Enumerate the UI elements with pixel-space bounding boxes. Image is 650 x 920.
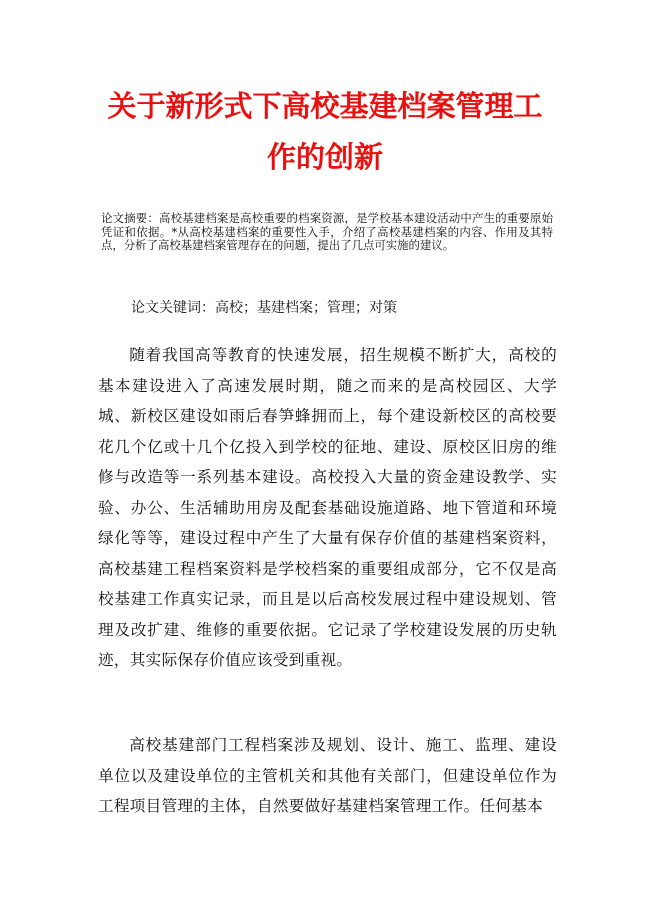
keywords-line: 论文关键词：高校；基建档案；管理；对策 xyxy=(131,300,397,316)
title-line-2: 作的创新 xyxy=(266,140,383,174)
body-paragraph-2: 高校基建部门工程档案涉及规划、设计、施工、监理、建设单位以及建设单位的主管机关和其他有关部门，但建设单位作为工程项目管理的主体，自然要做好基建档案管理工作。任何基本 xyxy=(98,736,557,815)
title-line-1: 关于新形式下高校基建档案管理工 xyxy=(107,89,543,123)
body-paragraph-1: 随着我国高等教育的快速发展，招生规模不断扩大，高校的基本建设进入了高速发展时期，随之而来的是高校园区、大学城、新校区建设如雨后春笋蜂拥而上，每个建设新校区的高校要花几个亿或十几个亿投入到学校的征地、建设、原校区旧房的维修与改造等一系列基本建设。高校投入大量的资金建设教学、实验、办公、生活辅助用房及配套基础设施道路、地下管道和环境绿化等等，建设过程中产生了大量有保存价值的基建档案资料，高校基建工程档案资料是学校档案的重要组成部分，它不仅是高校基建工作真实记录，而且是以后高校发展过程中建设规划、管理及改扩建、维修的重要依据。它记录了学校建设发展的历史轨迹，其实际保存价值应该受到重视。 xyxy=(98,346,557,669)
abstract-paragraph: 论文摘要：高校基建档案是高校重要的档案资源，是学校基本建设活动中产生的重要原始凭证和依据。*从高校基建档案的重要性入手，介绍了高校基建档案的内容、作用及其特点，分析了高校基建档案管理存在的问题，提出了几点可实施的建议。 xyxy=(101,211,553,253)
